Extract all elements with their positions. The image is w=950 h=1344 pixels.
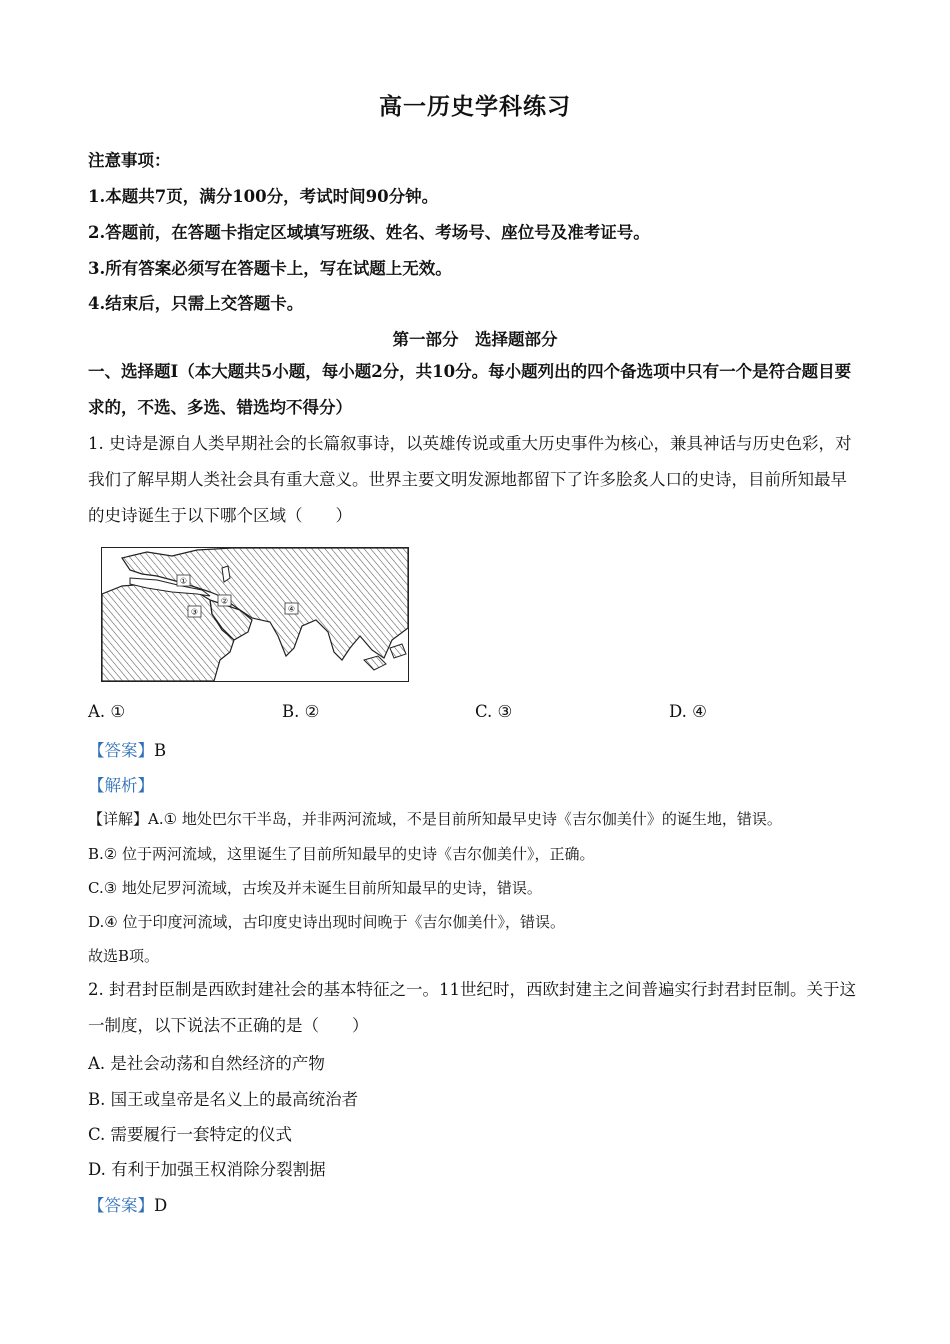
notice-item: 4.结束后，只需上交答题卡。 <box>88 294 304 313</box>
island-landmass <box>364 656 386 670</box>
section-title: 一、选择题Ⅰ（本大题共5小题，每小题2分，共10分。每小题列出的四个备选项中只有一个是符合题目要求的，不选、多选、错选均不得分） <box>88 362 852 417</box>
answer-value: D <box>154 1196 168 1215</box>
analysis-tag: 【解析】 <box>88 776 154 795</box>
part-title: 第一部分 选择题部分 <box>392 330 558 349</box>
notice-item: 1.本题共7页，满分100分，考试时间90分钟。 <box>88 187 439 206</box>
notice-heading: 注意事项： <box>88 151 171 170</box>
marker-4 <box>285 603 298 614</box>
marker-2 <box>218 595 231 606</box>
question-1-answer <box>88 737 166 761</box>
answer-tag: 【答案】 <box>88 741 154 760</box>
marker-1 <box>177 575 190 586</box>
detail-line: D.④ 位于印度河流域，古印度史诗出现时间晚于《吉尔伽美什》，错误。 <box>88 913 565 931</box>
q2-option-c: C. 需要履行一套特定的仪式 <box>88 1125 293 1144</box>
detail-line: B.② 位于两河流域，这里诞生了目前所知最早的史诗《吉尔伽美什》，正确。 <box>88 845 595 863</box>
option-a: A. ① <box>88 702 126 721</box>
q2-option-b: B. 国王或皇帝是名义上的最高统治者 <box>88 1090 359 1109</box>
conclusion: 故选B项。 <box>88 947 160 965</box>
q2-option-a: A. 是社会动荡和自然经济的产物 <box>88 1054 325 1073</box>
notice-item: 3.所有答案必须写在答题卡上，写在试题上无效。 <box>88 259 452 278</box>
answer-value: B <box>154 741 167 760</box>
detail-line: C.③ 地处尼罗河流域，古埃及并未诞生目前所知最早的史诗，错误。 <box>88 879 542 897</box>
detail-text: A.① 地处巴尔干半岛，并非两河流域，不是目前所知最早史诗《吉尔伽美什》的诞生地，错误。 <box>148 810 782 828</box>
marker-label: ② <box>220 596 229 606</box>
notice-item: 2.答题前，在答题卡指定区域填写班级、姓名、考场号、座位号及准考证号。 <box>88 223 650 242</box>
detail-line <box>88 808 782 829</box>
answer-tag: 【答案】 <box>88 1196 154 1215</box>
option-b: B. ② <box>282 702 320 721</box>
marker-label: ① <box>179 576 188 586</box>
q2-option-d: D. 有利于加强王权消除分裂割据 <box>88 1160 326 1179</box>
option-d: D. ④ <box>669 702 707 721</box>
detail-tag: 【详解】 <box>88 810 149 828</box>
marker-label: ④ <box>287 604 296 614</box>
world-map-figure <box>101 547 409 682</box>
africa-landmass <box>102 584 234 681</box>
question-2-stem: 2. 封君封臣制是西欧封建社会的基本特征之一。11世纪时，西欧封建主之间普遍实行封君封臣制。关于这一制度，以下说法不正确的是（ ） <box>88 980 856 1035</box>
island-landmass <box>390 644 406 658</box>
marker-label: ③ <box>190 607 199 617</box>
question-1-stem: 1. 史诗是源自人类早期社会的长篇叙事诗，以英雄传说或重大历史事件为核心，兼具神话与历史色彩，对我们了解早期人类社会具有重大意义。世界主要文明发源地都留下了许多脍炙人口的史诗，目前所知最早的史诗诞生于以下哪个区域（ ） <box>88 434 852 525</box>
question-2-answer <box>88 1192 167 1216</box>
option-c: C. ③ <box>475 702 513 721</box>
marker-3 <box>188 606 201 617</box>
map-svg <box>102 548 408 681</box>
page-title: 高一历史学科练习 <box>379 93 571 120</box>
